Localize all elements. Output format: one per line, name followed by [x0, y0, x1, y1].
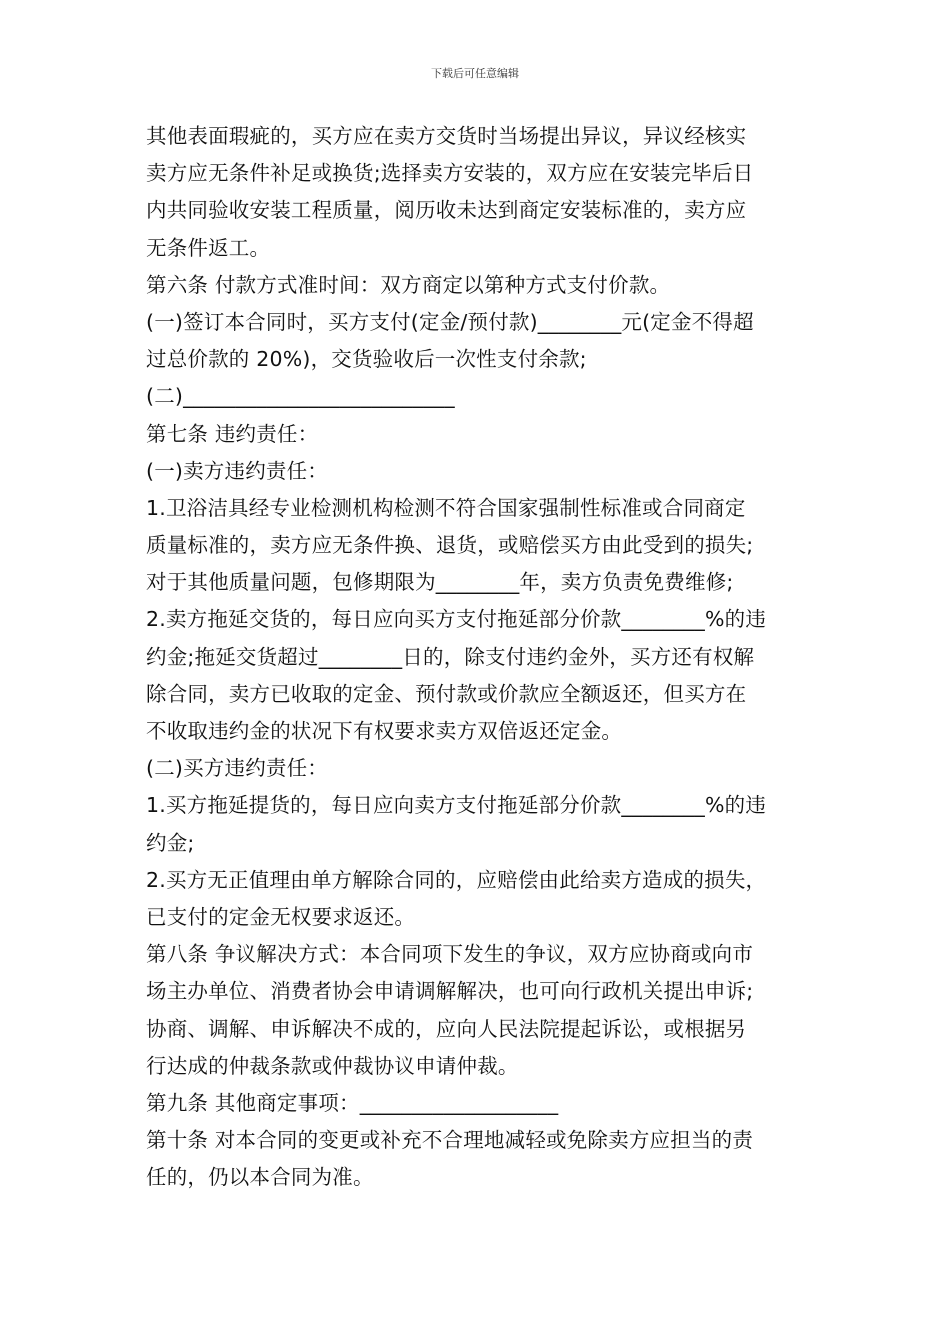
body-line: 2.卖方拖延交货的，每日应向买方支付拖延部分价款________%的违 [146, 607, 767, 632]
article-6-heading: 第六条 付款方式准时间：双方商定以第种方式支付价款。 [146, 272, 671, 297]
body-line: 质量标准的，卖方应无条件换、退货，或赔偿买方由此受到的损失; [146, 533, 754, 558]
body-line: 约金;拖延交货超过________日的，除支付违约金外，买方还有权解 [146, 644, 755, 669]
article-9-heading: 第九条 其他商定事项：___________________ [146, 1090, 559, 1115]
body-line: 2.买方无正值理由单方解除合同的，应赔偿由此给卖方造成的损失， [146, 867, 767, 892]
contract-body [146, 118, 826, 1196]
subsection-heading: (二)买方违约责任： [146, 756, 328, 781]
body-line: 已支付的定金无权要求返还。 [146, 904, 416, 929]
body-line: 协商、调解、申诉解决不成的，应向人民法院提起诉讼，或根据另 [146, 1016, 747, 1041]
body-line: 对于其他质量问题，包修期限为________年，卖方负责免费维修; [146, 570, 734, 595]
body-line: (一)签订本合同时，买方支付(定金/预付款)________元(定金不得超 [146, 309, 754, 334]
body-line: 过总价款的 20%)，交货验收后一次性支付余款; [146, 347, 587, 372]
body-line: 约金; [146, 830, 195, 855]
body-line: 1.卫浴洁具经专业检测机构检测不符合国家强制性标准或合同商定 [146, 495, 746, 520]
body-line: 除合同，卖方已收取的定金、预付款或价款应全额返还，但买方在 [146, 681, 747, 706]
body-line: (二)__________________________ [146, 384, 455, 409]
article-7-heading: 第七条 违约责任： [146, 421, 319, 446]
body-line: 任的，仍以本合同为准。 [146, 1165, 374, 1190]
page-header-note: 下载后可任意编辑 [431, 67, 519, 80]
body-line: 其他表面瑕疵的，买方应在卖方交货时当场提出异议，异议经核实 [146, 124, 747, 148]
article-8-heading: 第八条 争议解决方式：本合同项下发生的争议，双方应协商或向市 [146, 942, 754, 967]
article-10-heading: 第十条 对本合同的变更或补充不合理地减轻或免除卖方应担当的责 [146, 1128, 754, 1153]
body-line: 不收取违约金的状况下有权要求卖方双倍返还定金。 [146, 719, 623, 743]
body-line: 内共同验收安装工程质量，阅历收未达到商定安装标准的，卖方应 [146, 198, 747, 223]
body-line: 1.买方拖延提货的，每日应向卖方支付拖延部分价款________%的违 [146, 793, 767, 818]
body-line: 卖方应无条件补足或换货;选择卖方安装的，双方应在安装完毕后日 [146, 161, 754, 186]
body-line: 无条件返工。 [146, 235, 271, 260]
body-line: 行达成的仲裁条款或仲裁协议申请仲裁。 [146, 1053, 519, 1078]
subsection-heading: (一)卖方违约责任： [146, 458, 328, 483]
body-line: 场主办单位、消费者协会申请调解解决，也可向行政机关提出申诉; [146, 979, 754, 1004]
